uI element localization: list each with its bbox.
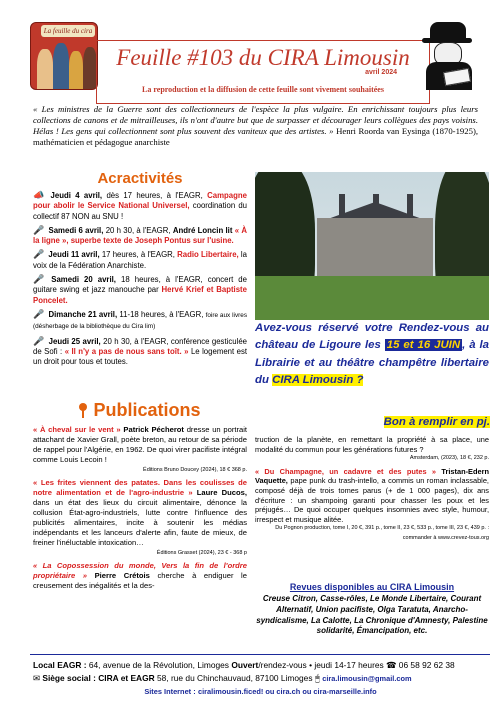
- event-details: 20 h 30, à l'EAGR, conférence gesticulée de Sofi :: [33, 336, 247, 356]
- footer-local: Local EAGR : 64, avenue de la Révolution, Limoges Ouvert/rendez-vous • jeudi 14-17 heures ☎ 06 58 92 62 38: [33, 660, 455, 670]
- publications-heading: [33, 400, 247, 421]
- chateau-ligoure-photo: [255, 172, 489, 320]
- anarchist-reader-illustration: [420, 20, 478, 90]
- event-item: [33, 225, 247, 247]
- event-details: 11-18 heures, à l'EAGR,: [119, 309, 204, 319]
- event-item: [33, 274, 247, 306]
- publication-text: dans un état des lieux du circuit alimentaire, dénonce la collusion État-agro-industriels, lutte contre l'influence des publicités alimentaires, incite à soutenir les médias indépendants et les lanceurs d'alerte afin, faute de mieux, de freiner l'inéluctable intoxication…: [33, 498, 247, 547]
- publication-text: dresse un portrait attachant de Xavier Grall, poète breton, au retour de sa période de rappel pour l'Algérie, en 1962. De quoi virer pacifiste intégral comme Louis Lecoin !: [33, 425, 248, 464]
- envelope-icon: ✉: [33, 672, 41, 683]
- email-link[interactable]: cira.limousin@gmail.com: [322, 673, 412, 683]
- event-date: Jeudi 25 avril,: [48, 336, 101, 346]
- revues-list: Creuse Citron, Casse-rôles, Le Monde Libertaire, Courant Alternatif, Union pacifiste, Olga Taratuta, Anarcho-syndicalisme, La Calotte, La Chronique d'Amnesty, Palestine solidarité, Émancipation, etc.: [256, 594, 488, 636]
- publications-title: Publications: [93, 400, 201, 420]
- event-highlight: « Il n'y a pas de nous sans toît. »: [64, 346, 189, 356]
- footer-divider: [30, 654, 490, 655]
- publication-author: Pierre Crétois: [94, 571, 150, 580]
- logo-ribbon: La feuille du cira: [41, 25, 95, 37]
- event-details: 17 heures, à l'EAGR,: [101, 250, 175, 260]
- event-details: 20 h 30, à l'EAGR,: [105, 225, 171, 235]
- header: [0, 0, 500, 100]
- publication-author: Tristan-Edern Vaquette,: [255, 466, 489, 486]
- rendezvous-callout: [255, 320, 489, 390]
- event-highlight: Hervé Krief et Baptiste Poncelet.: [33, 285, 247, 305]
- publication-title: « Du Champagne, un cadavre et des putes »: [255, 466, 437, 476]
- acractivites-section: [33, 170, 247, 367]
- opening-quote: [33, 104, 478, 148]
- publication-text: cherche à endiguer le creusement des inégalités et la des-: [33, 571, 247, 590]
- event-rest: coordination du collectif 87 NON au SNU !: [33, 201, 247, 221]
- publication-author: Laure Ducos,: [196, 488, 248, 497]
- publication-text: pape punk du trash-intello, a commis un roman inclassable, composé déjà de trois tomes parus (+ de 1 000 pages), dix ans d'écriture : un shampoing garanti pour chasser les poux et les préjugés… De quoi occuper quelques insomnies avec style, humour, irrespect et musique alitée.: [255, 476, 489, 524]
- event-item: [33, 309, 247, 333]
- publication-item: [33, 425, 247, 475]
- callout-text: Avez-vous réservé votre Rendez-vous au château de Ligoure les: [255, 322, 489, 352]
- pin-icon: [79, 403, 87, 418]
- publication-source: Du Pognon production, tome I, 20 €, 391 p., tome II, 23 €, 533 p., tome III, 23 €, 439 p. : commander à www.crevez-tous.org: [275, 525, 489, 541]
- publication-title: « Les frites viennent des patates. Dans les coulisses de notre alimentation et de l'agro-industrie »: [33, 478, 247, 497]
- footer: [33, 659, 488, 699]
- event-highlight: Campagne pour abolir le Service National Universel,: [33, 191, 247, 211]
- title-box: [96, 40, 430, 104]
- event-details: 18 heures, à l'EAGR, concert de guitare swing et jazz manouche par: [33, 275, 247, 295]
- event-date: Jeudi 4 avril,: [50, 191, 103, 200]
- tagline: La reproduction et la diffusion de cette feuille sont vivement souhaitées: [142, 85, 384, 94]
- mic-icon: 🎤: [33, 335, 45, 346]
- footer-sites: Sites Internet : ciralimousin.ficed! ou cira.ch ou cira-marseille.info: [144, 687, 377, 696]
- issue-date: avril 2024: [365, 69, 397, 76]
- cira-logo: [30, 22, 98, 90]
- publication-item: [33, 478, 247, 558]
- megaphone-icon: 📣: [33, 190, 45, 200]
- publication-author: Patrick Pécherot: [123, 425, 184, 434]
- publication-continued: truction de la planète, en remettant la propriété à sa place, une modalité du commun pour les générations futures ?: [255, 435, 489, 454]
- event-date: Jeudi 11 avril,: [48, 250, 100, 260]
- event-item: [33, 336, 247, 368]
- mic-icon: 🎤: [33, 224, 45, 235]
- order-form-note: Bon à remplir en pj.: [383, 416, 490, 428]
- quote-text: « Les ministres de la Guerre sont des collectionneurs de l'espèce la plus vulgaire. En enrichissant toujours plus leurs collections de canons et de mitrailleuses, ils n'ont d'autre but que de surpasser et décourager leurs collègues des pays voisins. Hélas ! Les gens qui collectionnent sont plus souvent des vaniteux que des artistes. »: [33, 104, 478, 136]
- page-title: Feuille #103 du CIRA Limousin: [116, 45, 410, 70]
- event-item: [33, 249, 247, 271]
- revues-section: [255, 582, 489, 637]
- event-item: [33, 190, 247, 222]
- event-rest: Le logement est un droit pour tous et toutes.: [33, 346, 248, 367]
- publication-title: « La Copossession du monde, Vers la fin de l'ordre propriétaire »: [33, 561, 247, 580]
- event-rest: foire aux livres (désherbage de la bibliothèque du Cira lim): [33, 311, 248, 331]
- event-highlight: Radio Libertaire,: [177, 250, 239, 260]
- footer-siege: ✉ Siège social : CIRA et EAGR 58, rue du Chinchauvaud, 87100 Limoges 🖰 cira.limousin@gmail.com: [33, 672, 412, 683]
- publication-source: Éditions Bruno Doucey (2024), 18 € 368 p.: [143, 467, 247, 473]
- event-highlight: « À la ligne », superbe texte de Joseph Pontus sur l'usine.: [33, 225, 247, 246]
- revues-title: Revues disponibles au CIRA Limousin: [289, 582, 455, 592]
- publications-list: [33, 425, 247, 594]
- event-rest: la voix de la Fédération Anarchiste.: [33, 250, 247, 270]
- event-date: Dimanche 21 avril,: [48, 309, 118, 319]
- mic-icon: 🎤: [33, 274, 45, 285]
- publication-item: [33, 561, 247, 591]
- callout-text-2: , à la Librairie et au théâtre champêtre libertaire du: [255, 339, 489, 387]
- sites-links[interactable]: ciralimousin.ficed! ou cira.ch ou cira-marseille.info: [198, 687, 377, 696]
- event-date: Samedi 20 avril,: [51, 275, 116, 285]
- publication-source: Amsterdam, (2023), 18 €, 232 p.: [409, 455, 489, 462]
- callout-org: CIRA Limousin ?: [272, 374, 364, 387]
- publication-title: « À cheval sur le vent »: [33, 425, 121, 434]
- acractivites-title: Acractivités: [97, 170, 183, 187]
- mouse-icon: 🖰: [314, 672, 320, 683]
- event-date: Samedi 6 avril,: [48, 225, 104, 235]
- event-details: dès 17 heures, à l'EAGR,: [106, 191, 203, 200]
- publication-source: Éditions Grasset (2024), 23 € - 368 p: [156, 550, 247, 556]
- quote-author: Henri Roorda van Eysinga (1870-1925), mathématicien et pédagogue anarchiste: [33, 126, 479, 147]
- right-column-text: [255, 435, 489, 544]
- callout-dates: 15 et 16 JUIN: [386, 339, 461, 352]
- publication-item: [255, 467, 489, 544]
- mic-icon: 🎤: [33, 308, 45, 319]
- mic-icon: 🎤: [33, 249, 45, 260]
- event-performer: André Loncin lit: [172, 225, 233, 235]
